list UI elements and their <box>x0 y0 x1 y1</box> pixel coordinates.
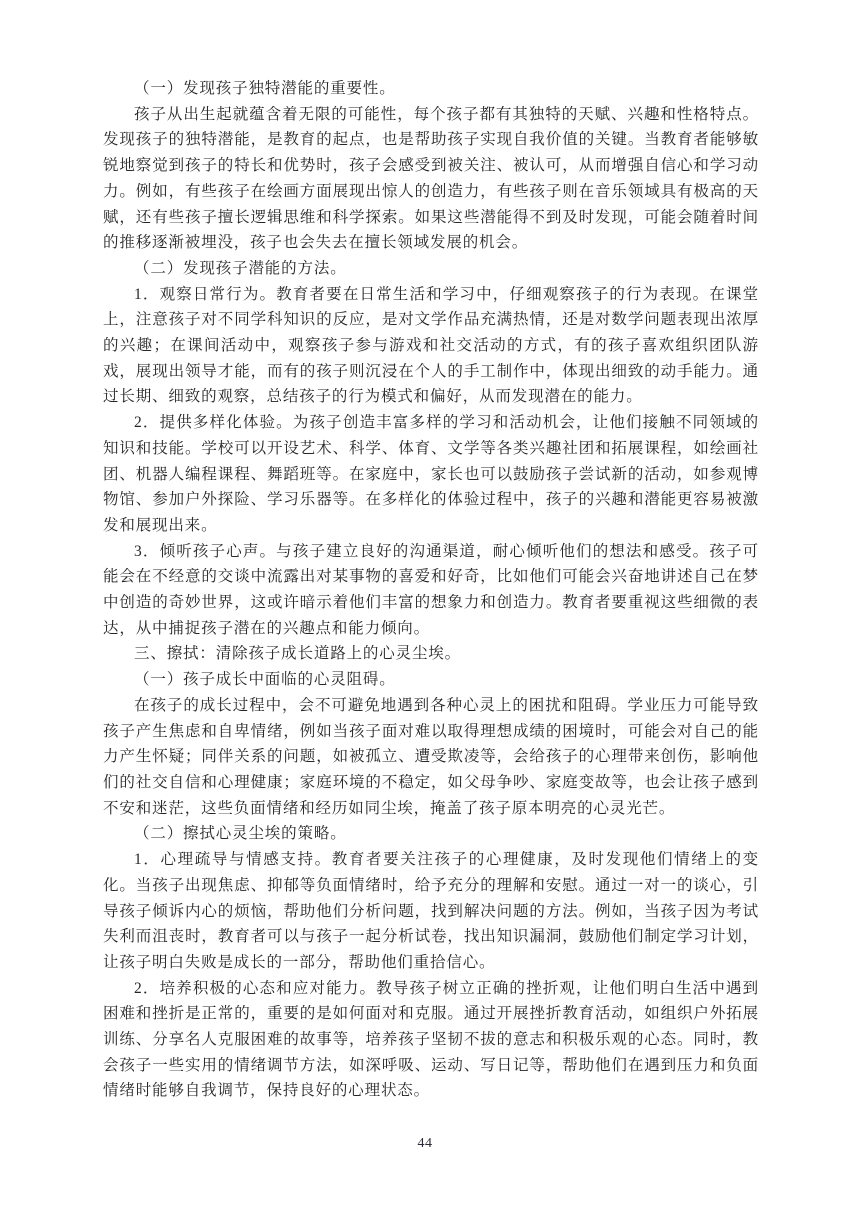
section-heading: 三、擦拭：清除孩子成长道路上的心灵尘埃。 <box>134 645 462 663</box>
body-paragraph: 2．培养积极的心态和应对能力。教导孩子树立正确的挫折观，让他们明白生活中遇到困难和挫折是正常的，重要的是如何面对和克服。通过开展挫折教育活动，如组织户外拓展训练、分享名人克服困难的故事等，培养孩子坚韧不拔的意志和积极乐观的心态。同时，教会孩子一些实用的情绪调节方法，如深呼吸、运动、写日记等，帮助他们在遇到压力和负面情绪时能够自我调节，保持良好的心理状态。 <box>103 979 759 1100</box>
section-heading: （二）发现孩子潜能的方法。 <box>134 259 347 277</box>
body-paragraph: 1．观察日常行为。教育者要在日常生活和学习中，仔细观察孩子的行为表现。在课堂上，注意孩子对不同学科知识的反应，是对文学作品充满热情，还是对数学问题表现出浓厚的兴趣；在课间活动中，观察孩子参与游戏和社交活动的方式，有的孩子喜欢组织团队游戏，展现出领导才能，而有的孩子则沉浸在个人的手工制作中，体现出细致的动手能力。通过长期、细致的观察，总结孩子的行为模式和偏好，从而发现潜在的能力。 <box>103 285 759 406</box>
body-paragraph: 1．心理疏导与情感支持。教育者要关注孩子的心理健康，及时发现他们情绪上的变化。当孩子出现焦虑、抑郁等负面情绪时，给予充分的理解和安慰。通过一对一的谈心，引导孩子倾诉内心的烦恼，帮助他们分析问题，找到解决问题的方法。例如，当孩子因为考试失利而沮丧时，教育者可以与孩子一起分析试卷，找出知识漏洞，鼓励他们制定学习计划，让孩子明白失败是成长的一部分，帮助他们重拾信心。 <box>103 851 759 971</box>
document-body <box>103 76 759 1104</box>
body-paragraph: 在孩子的成长过程中，会不可避免地遇到各种心灵上的困扰和阻碍。学业压力可能导致孩子产生焦虑和自卑情绪，例如当孩子面对难以取得理想成绩的困境时，可能会对自己的能力产生怀疑；同伴关系的问题，如被孤立、遭受欺凌等，会给孩子的心理带来创伤，影响他们的社交自信和心理健康；家庭环境的不稳定，如父母争吵、家庭变故等，也会让孩子感到不安和迷茫，这些负面情绪和经历如同尘埃，掩盖了孩子原本明亮的心灵光芒。 <box>103 696 759 817</box>
body-paragraph: 2．提供多样化体验。为孩子创造丰富多样的学习和活动机会，让他们接触不同领域的知识和技能。学校可以开设艺术、科学、体育、文学等各类兴趣社团和拓展课程，如绘画社团、机器人编程课程、舞蹈班等。在家庭中，家长也可以鼓励孩子尝试新的活动，如参观博物馆、参加户外探险、学习乐器等。在多样化的体验过程中，孩子的兴趣和潜能更容易被激发和展现出来。 <box>103 414 759 534</box>
section-heading: （一）发现孩子独特潜能的重要性。 <box>134 80 396 97</box>
body-paragraph: 3．倾听孩子心声。与孩子建立良好的沟通渠道，耐心倾听他们的想法和感受。孩子可能会在不经意的交谈中流露出对某事物的喜爱和好奇，比如他们可能会兴奋地讲述自己在梦中创造的奇妙世界，这或许暗示着他们丰富的想象力和创造力。教育者要重视这些细微的表达，从中捕捉孩子潜在的兴趣点和能力倾向。 <box>103 542 759 637</box>
section-heading: （二）擦拭心灵尘埃的策略。 <box>134 825 347 843</box>
body-paragraph: 孩子从出生起就蕴含着无限的可能性，每个孩子都有其独特的天赋、兴趣和性格特点。发现孩子的独特潜能，是教育的起点，也是帮助孩子实现自我价值的关键。当教育者能够敏锐地察觉到孩子的特长和优势时，孩子会感受到被关注、被认可，从而增强自信心和学习动力。例如，有些孩子在绘画方面展现出惊人的创造力，有些孩子则在音乐领域具有极高的天赋，还有些孩子擅长逻辑思维和科学探索。如果这些潜能得不到及时发现，可能会随着时间的推移逐渐被埋没，孩子也会失去在擅长领域发展的机会。 <box>103 105 759 252</box>
section-heading: （一）孩子成长中面临的心灵阻碍。 <box>134 671 396 689</box>
page-number: 44 <box>417 1136 433 1151</box>
